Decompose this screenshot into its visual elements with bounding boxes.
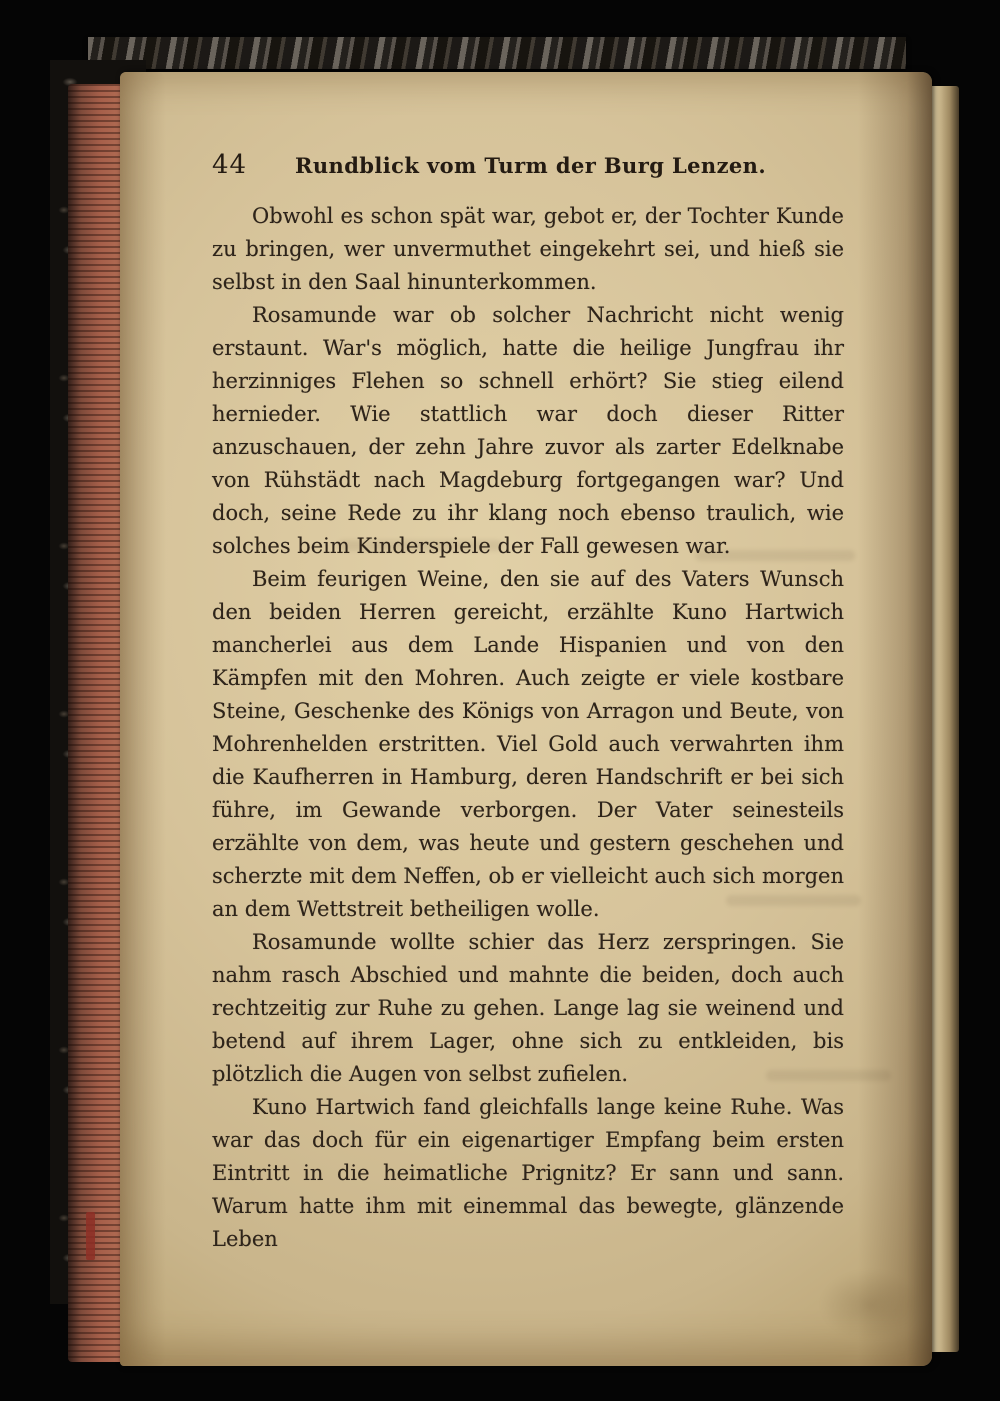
page-number: 44	[212, 150, 248, 180]
page-body-text	[212, 200, 844, 1256]
paragraph: Obwohl es schon spät war, gebot er, der Tochter Kunde zu bringen, wer unvermuthet eingekehrt sei, und hieß sie selbst in den Saal hinunterkommen.	[212, 204, 844, 294]
paragraph: Rosamunde wollte schier das Herz zerspringen. Sie nahm rasch Abschied und mahnte die beiden, doch auch rechtzeitig zur Ruhe zu gehen. Lange lag sie weinend und betend auf ihrem Lager, ohne sich zu entkleiden, bis plötzlich die Augen von selbst zufielen.	[212, 930, 844, 1086]
paragraph: Beim feurigen Weine, den sie auf des Vaters Wunsch den beiden Herren gereicht, erzählte Kuno Hartwich mancherlei aus dem Lande Hispanien und von den Kämpfen mit den Mohren. Auch zeigte er viele kostbare Steine, Geschenke des Königs von Arragon und Beute, von Mohrenhelden erstritten. Viel Gold auch verwahrten ihm die Kaufherren in Hamburg, deren Handschrift er bei sich führe, im Gewande verborgen. Der Vater seinesteils erzählte von dem, was heute und gestern geschehen und scherzte mit dem Neffen, ob er vielleicht auch sich morgen an dem Wettstreit betheiligen wolle.	[212, 567, 844, 921]
running-header-title: Rundblick vom Turm der Burg Lenzen.	[295, 153, 767, 178]
book-page	[120, 72, 932, 1366]
running-header	[212, 150, 844, 180]
book-top-edge-marble	[88, 37, 906, 69]
paragraph: Kuno Hartwich fand gleichfalls lange keine Ruhe. Was war das doch für ein eigenartiger Empfang beim ersten Eintritt in die heimatliche Prignitz? Er sann und sann. Warum hatte ihm mit einemmal das bewegte, glänzende Leben	[212, 1095, 844, 1251]
paragraph: Rosamunde war ob solcher Nachricht nicht wenig erstaunt. War's möglich, hatte die heilige Jungfrau ihr herzinniges Flehen so schnell erhört? Sie stieg eilend hernieder. Wie stattlich war doch dieser Ritter anzuschauen, der zehn Jahre zuvor als zarter Edelknabe von Rühstädt nach Magdeburg fortgegangen war? Und doch, seine Rede zu ihr klang noch ebenso traulich, wie solches beim Kinderspiele der Fall gewesen war.	[212, 303, 844, 558]
edge-red-mark	[86, 1212, 95, 1260]
paper-stain	[820, 1270, 920, 1340]
